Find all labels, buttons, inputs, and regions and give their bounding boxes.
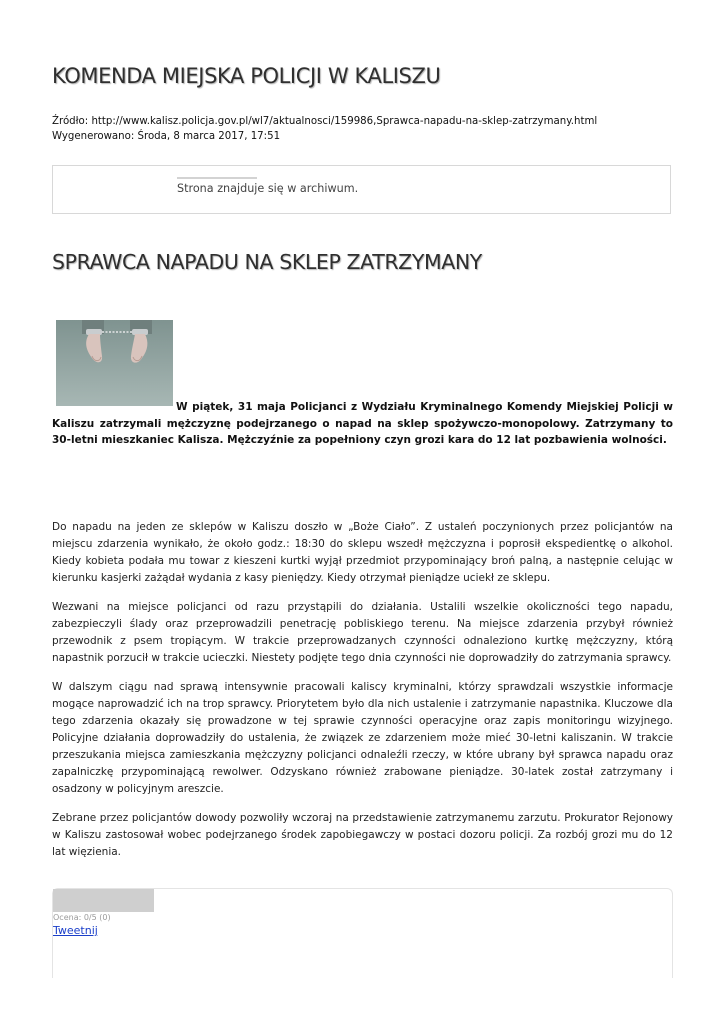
archive-notice-box: [52, 165, 671, 214]
document-meta: [52, 114, 597, 144]
rating-text: Ocena: 0/5 (0): [53, 913, 111, 922]
rating-box: [52, 888, 673, 978]
article-paragraph: Do napadu na jeden ze sklepów w Kaliszu doszło w „Boże Ciało”. Z ustaleń poczynionych przez policjantów na miejscu zdarzenia wynikało, że około godz.: 18:30 do sklepu wszedł mężczyzna i poprosił ekspedientkę o alkohol. Kiedy kobieta podała mu towar z kieszeni kurtki wyjął przedmiot przypominający broń palną, a następnie celując w kierunku kasjerki zażądał wydania z kasy pieniędzy. Kiedy otrzymał pieniądze uciekł ze sklepu.: [52, 521, 673, 584]
tweet-link[interactable]: Tweetnij: [53, 924, 98, 937]
article-paragraph: Wezwani na miejsce policjanci od razu przystąpili do działania. Ustalili wszelkie okoliczności tego napadu, zabezpieczyli ślady oraz przeprowadzili penetrację pobliskiego terenu. Na miejsce zdarzenia przybył również przewodnik z psem tropiącym. W trakcie przeprowadzanych czynności odnaleziono kurtkę mężczyzny, którą napastnik porzucił w trakcie ucieczki. Niestety podjęte tego dnia czynności nie doprowadziły do zatrzymania sprawcy.: [52, 601, 673, 664]
archive-notice: Strona znajduje się w archiwum.: [177, 182, 359, 195]
article-body: [52, 519, 673, 873]
generated-line: Wygenerowano: Środa, 8 marca 2017, 17:51: [52, 131, 281, 142]
rating-stars[interactable]: [53, 889, 154, 912]
archive-divider: [177, 177, 257, 179]
article-paragraph: Zebrane przez policjantów dowody pozwoliły wczoraj na przedstawienie zatrzymanemu zarzutu. Prokurator Rejonowy w Kaliszu zastosował wobec podejrzanego środek zapobiegawczy w postaci dozoru policji. Za rozbój grozi mu do 12 lat więzienia.: [52, 812, 673, 858]
article-photo-handcuffs: [56, 320, 173, 406]
source-line: Źródło: http://www.kalisz.policja.gov.pl/wl7/aktualnosci/159986,Sprawca-napadu-na-sklep-zatrzymany.html: [52, 116, 598, 127]
site-title: KOMENDA MIEJSKA POLICJI W KALISZU: [52, 64, 441, 88]
article-paragraph: W dalszym ciągu nad sprawą intensywnie pracowali kaliscy kryminalni, którzy sprawdzali wszystkie informacje mogące naprowadzić ich na trop sprawcy. Priorytetem było dla nich ustalenie i zatrzymanie napastnika. Kluczowe dla tego zdarzenia okazały się prowadzone w tej sprawie czynności operacyjne oraz zapis monitoringu wizyjnego. Policyjne działania doprowadziły do ustalenia, że związek ze zdarzeniem może mieć 30-letni kaliszanin. W trakcie przeszukania miejsca zamieszkania mężczyzny policjanci odnaleźli rzeczy, w które ubrany był sprawca napadu oraz zapalniczkę przypominającą rewolwer. Odzyskano również zrabowane pieniądze. 30-latek został zatrzymany i osadzony w policyjnym areszcie.: [52, 681, 673, 795]
article-title: SPRAWCA NAPADU NA SKLEP ZATRZYMANY: [52, 250, 482, 274]
article-lead: W piątek, 31 maja Policjanci z Wydziału Kryminalnego Komendy Miejskiej Policji w Kaliszu zatrzymali mężczyznę podejrzanego o napad na sklep spożywczo-monopolowy. Zatrzymany to 30-letni mieszkaniec Kalisza. Mężczyźnie za popełniony czyn grozi kara do 12 lat pozbawienia wolności.: [52, 401, 673, 446]
